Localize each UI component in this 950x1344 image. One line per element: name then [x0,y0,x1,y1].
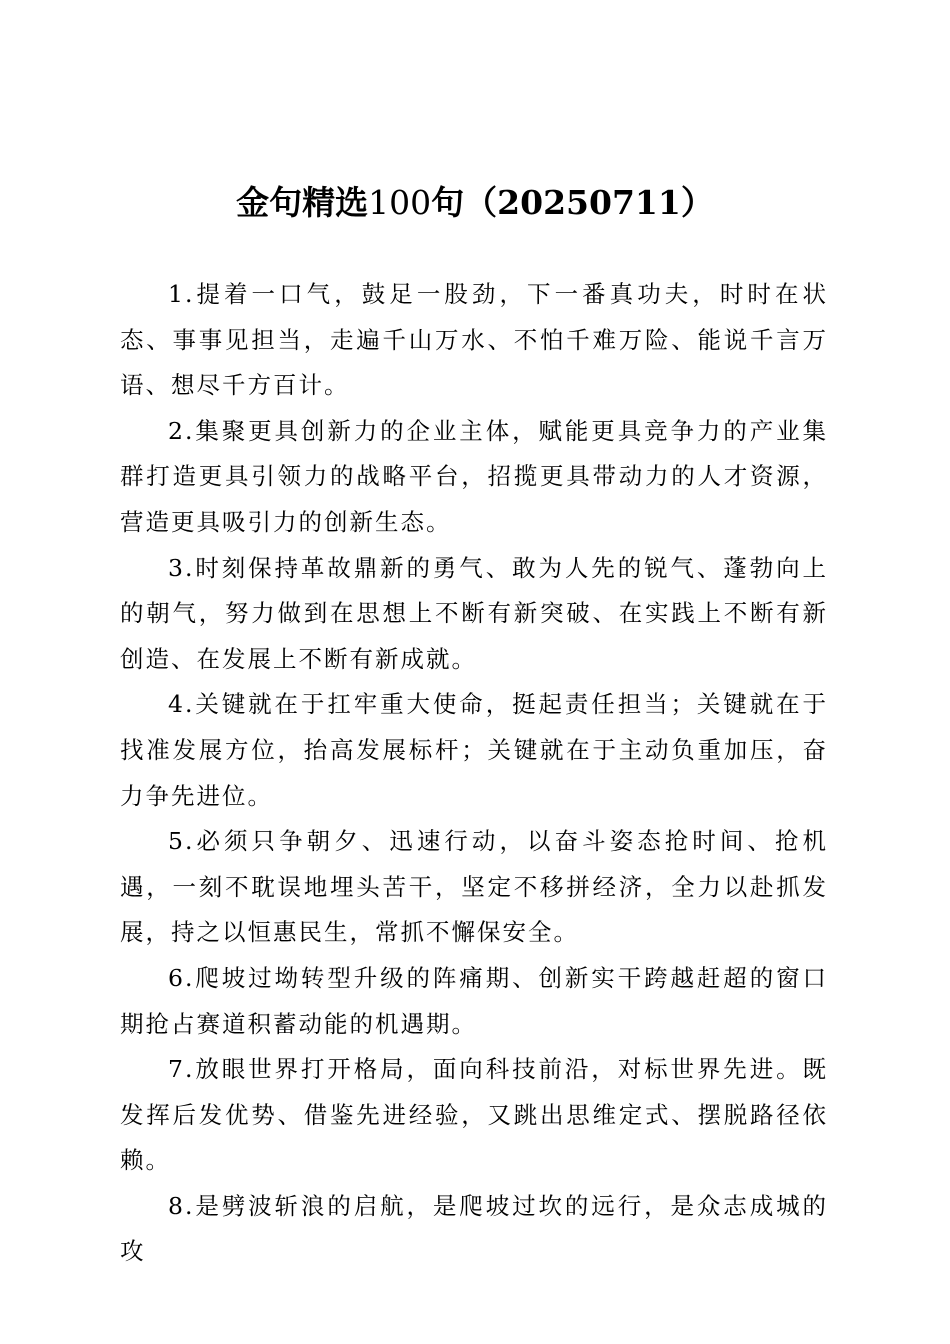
document-title [0,176,950,230]
title-number: 100 [368,183,432,222]
paragraph-4: 4.关键就在于扛牢重大使命，挺起责任担当；关键就在于找准发展方位，抬高发展标杆；关键就在于主动负重加压，奋力争先进位。 [120,690,828,810]
paragraph-6: 6.爬坡过坳转型升级的阵痛期、创新实干跨越赶超的窗口期抢占赛道积蓄动能的机遇期。 [120,963,828,1038]
title-main: 金句精选 [236,183,369,222]
paragraph-8: 8.是劈波斩浪的启航，是爬坡过坎的远行，是众志成城的攻 [120,1191,828,1266]
paragraph-3: 3.时刻保持革故鼎新的勇气、敢为人先的锐气、蓬勃向上的朝气，努力做到在思想上不断有新突破、在实践上不断有新创造、在发展上不断有新成就。 [120,553,828,673]
paragraph-7: 7.放眼世界打开格局，面向科技前沿，对标世界先进。既发挥后发优势、借鉴先进经验，又跳出思维定式、摆脱路径依赖。 [120,1055,828,1175]
document-body [120,272,828,1275]
paragraph-5: 5.必须只争朝夕、迅速行动，以奋斗姿态抢时间、抢机遇，一刻不耽误地埋头苦干，坚定不移拼经济，全力以赴抓发展，持之以恒惠民生，常抓不懈保安全。 [120,827,828,947]
paragraph-2: 2.集聚更具创新力的企业主体，赋能更具竞争力的产业集群打造更具引领力的战略平台，招揽更具带动力的人才资源，营造更具吸引力的创新生态。 [120,416,828,536]
paragraph-1: 1.提着一口气，鼓足一股劲，下一番真功夫，时时在状态、事事见担当，走遍千山万水、不怕千难万险、能说千言万语、想尽千方百计。 [120,280,828,400]
title-tail: 句（20250711） [431,183,714,222]
